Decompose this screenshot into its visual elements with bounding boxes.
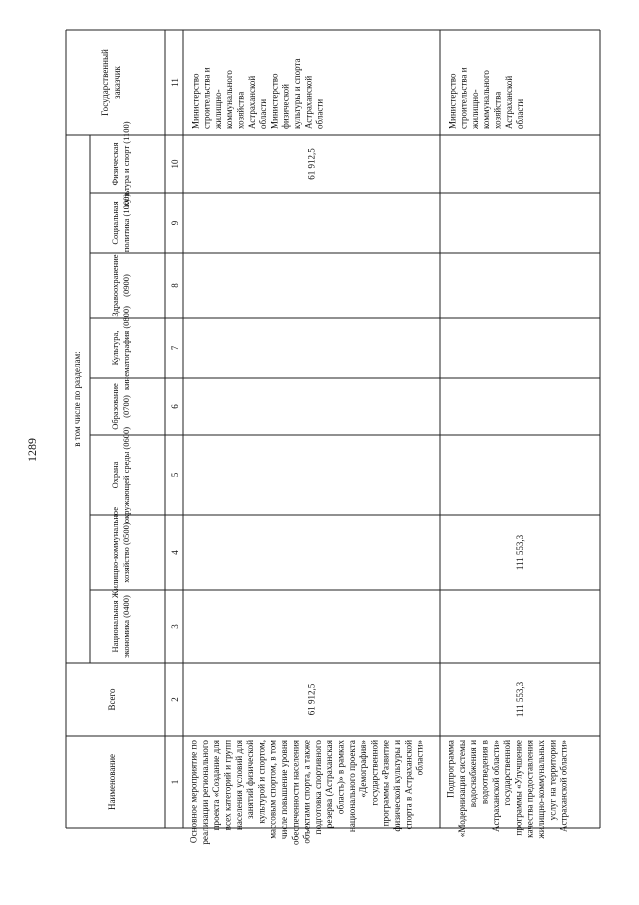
- section-header-line: культура и спорт (1100): [121, 121, 131, 207]
- row-name-cell: [446, 739, 569, 839]
- section-header-line: Национальная: [110, 600, 120, 653]
- row-name-line: проекта «Создание для: [211, 740, 222, 831]
- row-name-line: Астраханской области»: [490, 740, 501, 832]
- section-header-line: Культура,: [110, 330, 120, 366]
- column-number: 9: [170, 220, 180, 226]
- row-value: 111 553,3: [515, 681, 525, 718]
- row-name-line: услуг на территории: [547, 740, 558, 821]
- row-customer-line: физической: [280, 84, 291, 129]
- row-customer-line: коммунального: [224, 70, 235, 129]
- column-number: 6: [170, 404, 180, 409]
- row-name-line: подготовка спортивного: [312, 740, 323, 835]
- row-name-line: водоснабжения и: [468, 740, 479, 808]
- row-name-line: область)» в рамках: [335, 740, 346, 815]
- row-customer-line: хозяйства: [492, 91, 503, 129]
- section-header-line: кинематография (0800): [121, 306, 131, 390]
- row-name-cell: [189, 739, 425, 845]
- section-header-line: экономика (0400): [121, 595, 131, 658]
- header-in-sections: в том числе по разделам:: [72, 351, 82, 447]
- row-name-line: физической культуры и: [392, 740, 403, 832]
- column-number: 1: [170, 779, 180, 785]
- column-number: 2: [170, 697, 180, 702]
- row-name-line: национального проекта: [346, 740, 357, 833]
- row-name-line: населения условий для: [233, 740, 244, 831]
- row-customer-line: области: [314, 98, 325, 129]
- section-header-line: (0700): [121, 395, 131, 418]
- row-name-line: занятий физической: [245, 740, 256, 819]
- row-customer-line: строительства и: [201, 67, 212, 129]
- row-name-line: культурой и спортом,: [256, 740, 267, 824]
- row-name-line: Астраханской области»: [558, 740, 569, 832]
- header-total: Всего: [107, 688, 117, 711]
- row-name-line: программы «Улучшение: [513, 740, 524, 836]
- row-customer-line: Астраханской: [503, 75, 514, 129]
- row-name-line: Подпрограмма: [445, 740, 456, 798]
- row-customer-line: области: [515, 98, 526, 129]
- row-name-line: «Демография»: [358, 740, 369, 798]
- row-customer-line: Министерство: [447, 73, 458, 129]
- column-number: 3: [170, 624, 180, 629]
- row-name-line: жилищно-коммунальных: [536, 740, 547, 839]
- row-value: 61 912,5: [306, 148, 317, 180]
- section-header-line: политика (1000): [121, 193, 131, 253]
- section-header-line: Охрана: [110, 461, 120, 489]
- header-customer: заказчик: [112, 66, 122, 99]
- column-number: 4: [170, 550, 180, 555]
- section-header-line: Жилищно-коммунальное: [110, 506, 120, 599]
- row-customer-line: Министерство: [269, 73, 280, 129]
- row-name-line: качества предоставления: [524, 740, 535, 838]
- row-name-line: Основное мероприятие по: [188, 740, 199, 844]
- column-number: 8: [170, 283, 180, 288]
- section-header-line: хозяйство (0500): [121, 522, 131, 583]
- row-name-line: программы «Развитие: [380, 740, 391, 827]
- row-name-line: обеспеченности населения: [290, 740, 301, 845]
- row-name-line: всех категорий и групп: [222, 740, 233, 831]
- section-header-line: Образование: [110, 383, 120, 430]
- column-number: 11: [170, 78, 180, 87]
- header-customer: Государственный: [100, 49, 110, 116]
- column-number: 7: [170, 345, 180, 351]
- row-customer-line: коммунального: [481, 70, 492, 129]
- row-name-line: объектами спорта, а также: [301, 740, 312, 844]
- row-name-line: резерва (Астраханская: [324, 740, 335, 829]
- row-customer-line: жилищно-: [469, 89, 480, 129]
- header-name: Наименование: [107, 753, 117, 811]
- section-header-line: (0900): [121, 274, 131, 297]
- row-name-line: спорта в Астраханской: [403, 740, 414, 830]
- row-name-line: числе повышение уровня: [279, 740, 290, 840]
- section-header-line: Социальная: [110, 201, 120, 245]
- row-name-line: государственной: [502, 740, 513, 806]
- row-customer-line: жилищно-: [212, 89, 223, 129]
- row-customer-line: Министерство: [190, 73, 201, 129]
- row-customer-line: культуры и спорта: [292, 58, 302, 129]
- row-value: 111 553,3: [515, 534, 525, 571]
- row-name-line: «Модернизация системы: [456, 740, 467, 838]
- row-name-line: области»: [414, 740, 425, 776]
- column-number: 10: [170, 159, 180, 169]
- row-customer-line: Астраханской: [246, 75, 257, 129]
- row-customer-line: области: [258, 98, 269, 129]
- page-number: 1289: [25, 438, 39, 462]
- column-number: 5: [170, 472, 180, 478]
- row-customer-line: хозяйства: [235, 91, 246, 129]
- section-header-line: Физическая: [110, 142, 120, 186]
- row-value: 61 912,5: [306, 683, 317, 716]
- row-customer-line: Астраханской: [303, 75, 314, 129]
- row-name-line: реализации регионального: [199, 740, 210, 845]
- row-customer-line: строительства и: [458, 67, 469, 129]
- row-name-line: массовым спортом, в том: [267, 740, 278, 839]
- section-header-line: Здравоохранение: [110, 254, 120, 317]
- row-name-line: водоотведения в: [479, 740, 490, 805]
- row-name-line: государственной: [369, 740, 380, 806]
- section-header-line: окружающей среды (0600): [121, 426, 131, 524]
